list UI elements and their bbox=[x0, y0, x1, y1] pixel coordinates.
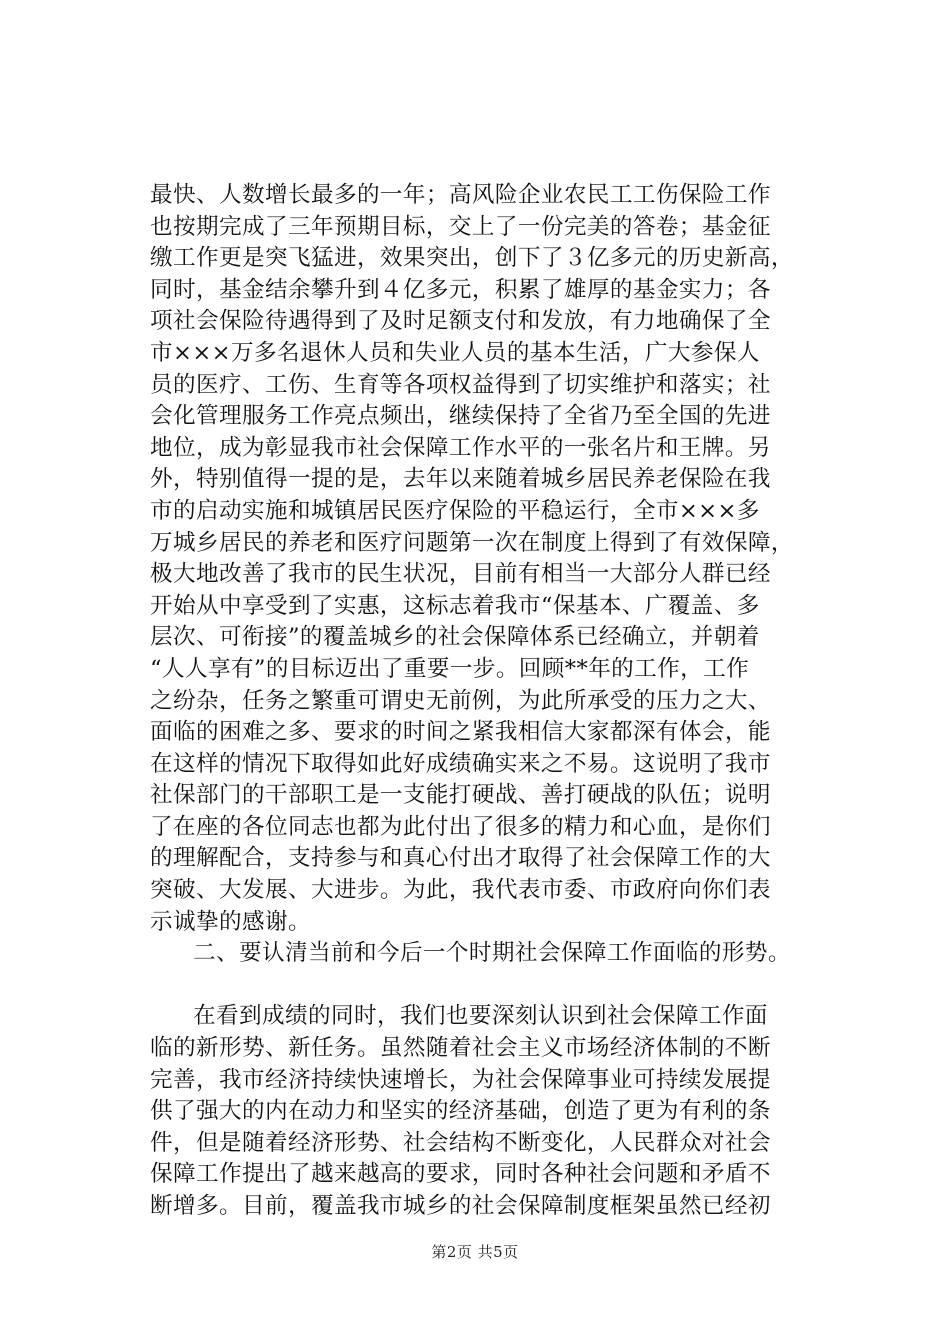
section-heading: 二、要认清当前和今后一个时期社会保障工作面临的形势。 bbox=[193, 940, 791, 967]
text-line: 在看到成绩的同时，我们也要深刻认识到社会保障工作面 bbox=[193, 1003, 768, 1030]
text-line: 社保部门的干部职工是一支能打硬战、善打硬战的队伍；说明 bbox=[150, 782, 771, 809]
text-line: 了在座的各位同志也都为此付出了很多的精力和心血，是你们 bbox=[150, 813, 771, 840]
text-line: 最快、人数增长最多的一年；高风险企业农民工工伤保险工作 bbox=[150, 182, 771, 208]
text-line: 供了强大的内在动力和坚实的经济基础，创造了更为有利的条 bbox=[150, 1098, 771, 1125]
text-line: 之纷杂，任务之繁重可谓史无前例，为此所承受的压力之大、 bbox=[150, 687, 771, 714]
text-line: 完善，我市经济持续快速增长，为社会保障事业可持续发展提 bbox=[150, 1066, 771, 1093]
paragraph-spacer bbox=[150, 970, 830, 1002]
text-line: 的理解配合，支持参与和真心付出才取得了社会保障工作的大 bbox=[150, 845, 771, 872]
text-line: 市的启动实施和城镇居民医疗保险的平稳运行，全市×××多 bbox=[150, 497, 760, 524]
text-line: 缴工作更是突飞猛进，效果突出，创下了３亿多元的历史新高， bbox=[150, 245, 794, 272]
text-line: 突破、大发展、大进步。为此，我代表市委、市政府向你们表 bbox=[150, 877, 771, 904]
text-line: 万城乡居民的养老和医疗问题第一次在制度上得到了有效保障， bbox=[150, 529, 794, 556]
text-line: 面临的困难之多、要求的时间之紧我相信大家都深有体会，能 bbox=[150, 719, 771, 746]
text-line: 件，但是随着经济形势、社会结构不断变化，人民群众对社会 bbox=[150, 1129, 771, 1156]
text-line: 地位，成为彰显我市社会保障工作水平的一张名片和王牌。另 bbox=[150, 434, 771, 461]
text-line: 层次、可衔接”的覆盖城乡的社会保障体系已经确立，并朝着 bbox=[150, 624, 760, 651]
text-line: 示诚挚的感谢。 bbox=[150, 908, 311, 935]
text-line: 同时，基金结余攀升到４亿多元，积累了雄厚的基金实力；各 bbox=[150, 276, 771, 303]
text-line: 外，特别值得一提的是，去年以来随着城乡居民养老保险在我 bbox=[150, 466, 771, 493]
text-line: 员的医疗、工伤、生育等各项权益得到了切实维护和落实；社 bbox=[150, 371, 771, 398]
text-line: 临的新形势、新任务。虽然随着社会主义市场经济体制的不断 bbox=[150, 1035, 771, 1062]
text-line: 在这样的情况下取得如此好成绩确实来之不易。这说明了我市 bbox=[150, 750, 771, 777]
page-number-footer: 第2页 共5页 bbox=[431, 1243, 519, 1261]
text-line: 项社会保险待遇得到了及时足额支付和发放，有力地确保了全 bbox=[150, 308, 771, 335]
document-body bbox=[150, 180, 830, 1223]
text-line: 极大地改善了我市的民生状况，目前有相当一大部分人群已经 bbox=[150, 561, 771, 588]
text-line: 市×××万多名退休人员和失业人员的基本生活，广大参保人 bbox=[150, 339, 760, 366]
text-line: “人人享有”的目标迈出了重要一步。回顾**年的工作，工作 bbox=[150, 655, 750, 682]
text-line: 会化管理服务工作亮点频出，继续保持了全省乃至全国的先进 bbox=[150, 403, 771, 430]
text-line: 开始从中享受到了实惠，这标志着我市“保基本、广覆盖、多 bbox=[150, 592, 760, 619]
text-line: 保障工作提出了越来越高的要求，同时各种社会问题和矛盾不 bbox=[150, 1161, 771, 1188]
text-line: 断增多。目前，覆盖我市城乡的社会保障制度框架虽然已经初 bbox=[150, 1193, 771, 1219]
text-line: 也按期完成了三年预期目标，交上了一份完美的答卷；基金征 bbox=[150, 213, 771, 240]
